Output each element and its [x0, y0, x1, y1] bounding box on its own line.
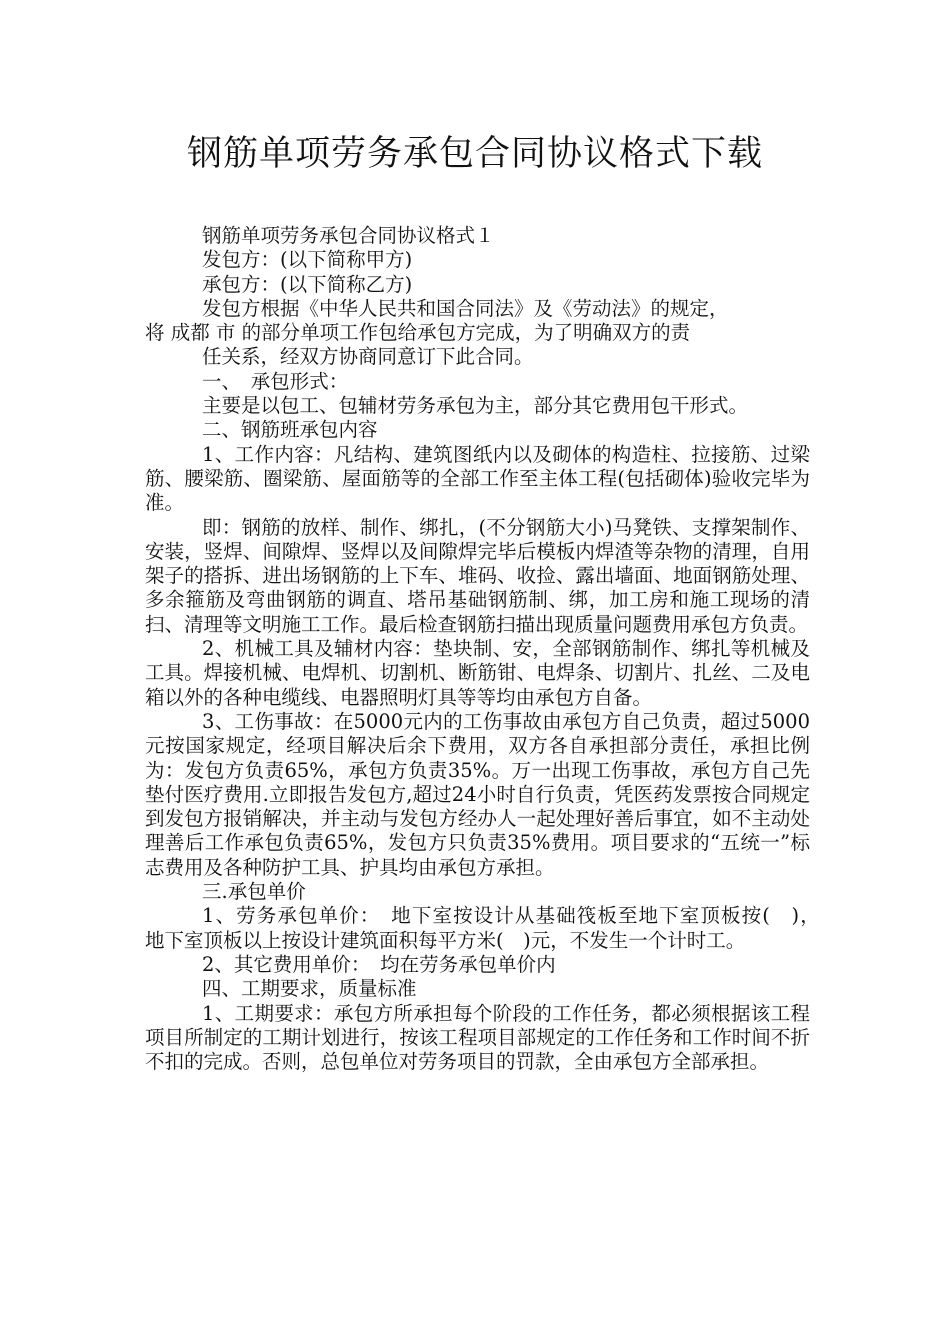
- paragraph: 二、钢筋班承包内容: [202, 418, 378, 442]
- paragraph: 将 成都 市 的部分单项工作包给承包方完成，为了明确双方的责: [145, 321, 691, 345]
- paragraph: 发包方根据《中华人民共和国合同法》及《劳动法》的规定，: [202, 296, 729, 320]
- paragraph: 1、劳务承包单价： 地下室按设计从基础筏板至地下室顶板按( )， 地下室顶板以上按设计建筑面积每平方米( )元，不发生一个计时工。: [145, 904, 830, 952]
- paragraph: 即：钢筋的放样、制作、绑扎，(不分钢筋大小)马凳铁、支撑架制作、安装，竖焊、间隙焊、竖焊以及间隙焊完毕后模板内焊渣等杂物的清理，自用架子的搭拆、进出场钢筋的上下车、堆码、收捡、露出墙面、地面钢筋处理、多余箍筋及弯曲钢筋的调直、塔吊基础钢筋制、绑，加工房和施工现场的清扫、清理等文明施工工作。最后检查钢筋扫描出现质量问题费用承包方负责。: [145, 515, 810, 636]
- paragraph: 发包方：(以下简称甲方): [202, 248, 413, 272]
- paragraph: 1、工期要求：承包方所承担每个阶段的工作任务，都必须根据该工程项目所制定的工期计划进行，按该工程项目部规定的工作任务和工作时间不折不扣的完成。否则，总包单位对劳务项目的罚款，全由承包方全部承担。: [145, 1001, 810, 1074]
- paragraph: 承包方：(以下简称乙方): [202, 272, 413, 296]
- paragraph: 2、其它费用单价： 均在劳务承包单价内: [202, 952, 556, 976]
- paragraph: 一、 承包形式：: [202, 369, 349, 393]
- document-title: 钢筋单项劳务承包合同协议格式下载: [186, 134, 763, 174]
- paragraph: 四、工期要求，质量标准: [202, 977, 417, 1001]
- paragraph: 2、机械工具及辅材内容：垫块制、安，全部钢筋制作、绑扎等机械及工具。焊接机械、电焊机、切割机、断筋钳、电焊条、切割片、扎丝、二及电箱以外的各种电缆线、电器照明灯具等等均由承包方自备。: [145, 637, 810, 709]
- paragraph: 钢筋单项劳务承包合同协议格式１: [202, 224, 495, 247]
- paragraph: 1、工作内容：凡结构、建筑图纸内以及砌体的构造柱、拉接筋、过梁筋、腰梁筋、圈梁筋、屋面筋等的全部工作至主体工程(包括砌体)验收完毕为准。: [145, 442, 810, 515]
- paragraph: 主要是以包工、包辅材劳务承包为主，部分其它费用包干形式。: [202, 394, 749, 418]
- paragraph: 3、工伤事故：在5000元内的工伤事故由承包方自己负责，超过5000元按国家规定，经项目解决后余下费用，双方各自承担部分责任，承担比例为：发包方负责65%，承包方负责35%。万一出现工伤事故，承包方自己先垫付医疗费用.立即报告发包方,超过24小时自行负责，凭医药发票按合同规定到发包方报销解决，并主动与发包方经办人一起处理好善后事宜，如不主动处理善后工作承包负责65%，发包方只负责35%费用。项目要求的“五统一”标志费用及各种防护工具、护具均由承包方承担。: [145, 709, 810, 879]
- paragraph: 三.承包单价: [202, 880, 306, 904]
- paragraph: 任关系，经双方协商同意订下此合同。: [202, 345, 534, 369]
- document-body: [145, 224, 830, 1074]
